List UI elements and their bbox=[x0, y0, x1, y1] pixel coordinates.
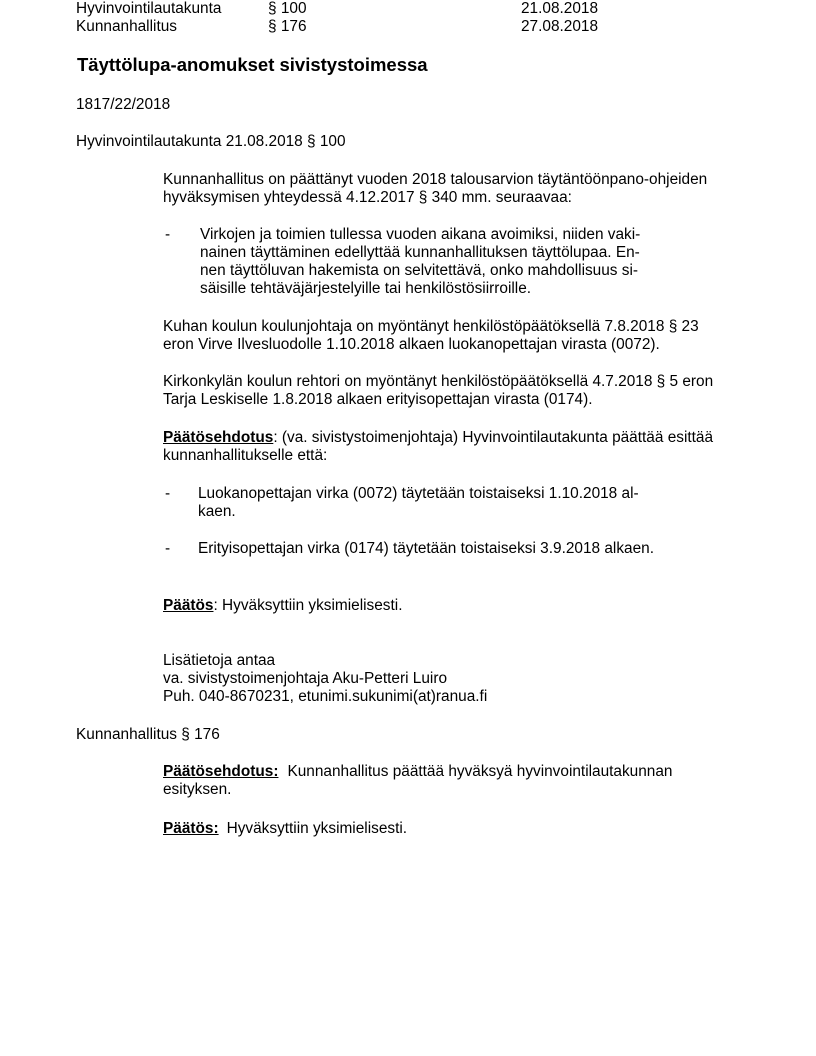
decision-label: Päätös bbox=[163, 597, 214, 614]
proposal-text: Kunnanhallitus päättää hyväksyä hyvinvointilautakunnan bbox=[287, 763, 673, 780]
section-heading-kunnanhallitus: Kunnanhallitus § 176 bbox=[76, 726, 220, 743]
document-title: Täyttölupa-anomukset sivistystoimessa bbox=[77, 54, 428, 75]
text-line: säisille tehtäväjärjestelyille tai henkilöstösiirroille. bbox=[200, 280, 532, 297]
kh-decision-line bbox=[163, 820, 407, 838]
proposal-label: Päätösehdotus: bbox=[163, 763, 279, 780]
decision-text: : Hyväksyttiin yksimielisesti. bbox=[213, 597, 403, 614]
decision-line bbox=[163, 597, 402, 615]
text-line: Erityisopettajan virka (0174) täytetään toistaiseksi 3.9.2018 alkaen. bbox=[198, 540, 654, 557]
proposal-text: : (va. sivistystoimenjohtaja) Hyvinvointilautakunta päättää esittää bbox=[273, 429, 714, 446]
text-line: kaen. bbox=[198, 503, 236, 520]
text-line: kunnanhallitukselle että: bbox=[163, 447, 328, 464]
text-line: Kunnanhallitus on päättänyt vuoden 2018 talousarvion täytäntöönpano-ohjeiden bbox=[163, 171, 708, 188]
decision-label: Päätös: bbox=[163, 820, 219, 837]
meeting-body: Kunnanhallitus bbox=[76, 18, 177, 35]
text-line: Tarja Leskiselle 1.8.2018 alkaen erityisopettajan virasta (0174). bbox=[163, 391, 593, 408]
decision-text: Hyväksyttiin yksimielisesti. bbox=[226, 820, 408, 837]
proposal-label: Päätösehdotus bbox=[163, 429, 274, 446]
meeting-date: 27.08.2018 bbox=[521, 18, 599, 35]
proposal-line bbox=[163, 429, 713, 447]
text-line: nainen täyttäminen edellyttää kunnanhallituksen täyttölupaa. En- bbox=[200, 244, 640, 261]
text-line: esityksen. bbox=[163, 781, 232, 798]
proposal-line bbox=[163, 763, 672, 781]
text-line: Kirkonkylän koulun rehtori on myöntänyt henkilöstöpäätöksellä 4.7.2018 § 5 eron bbox=[163, 373, 714, 390]
text-line: Kuhan koulun koulunjohtaja on myöntänyt henkilöstöpäätöksellä 7.8.2018 § 23 bbox=[163, 318, 699, 335]
meeting-body: Hyvinvointilautakunta bbox=[76, 0, 222, 17]
case-number: 1817/22/2018 bbox=[76, 96, 171, 113]
meeting-section: § 100 bbox=[268, 0, 307, 17]
bullet-dash: - bbox=[165, 226, 171, 243]
bullet-dash: - bbox=[165, 485, 171, 502]
text-line: nen täyttöluvan hakemista on selvitettävä, onko mahdollisuus si- bbox=[200, 262, 639, 279]
section-heading-hyvinvointilautakunta: Hyvinvointilautakunta 21.08.2018 § 100 bbox=[76, 133, 346, 150]
text-line: va. sivistystoimenjohtaja Aku-Petteri Luiro bbox=[163, 670, 447, 687]
text-line: hyväksymisen yhteydessä 4.12.2017 § 340 mm. seuraavaa: bbox=[163, 189, 572, 206]
bullet-dash: - bbox=[165, 540, 171, 557]
meeting-section: § 176 bbox=[268, 18, 307, 35]
text-line: Virkojen ja toimien tullessa vuoden aikana avoimiksi, niiden vaki- bbox=[200, 226, 641, 243]
text-line: Lisätietoja antaa bbox=[163, 652, 276, 669]
text-line: Puh. 040-8670231, etunimi.sukunimi(at)ranua.fi bbox=[163, 688, 488, 705]
text-line: eron Virve Ilvesluodolle 1.10.2018 alkaen luokanopettajan virasta (0072). bbox=[163, 336, 660, 353]
meeting-date: 21.08.2018 bbox=[521, 0, 599, 17]
text-line: Luokanopettajan virka (0072) täytetään toistaiseksi 1.10.2018 al- bbox=[198, 485, 639, 502]
